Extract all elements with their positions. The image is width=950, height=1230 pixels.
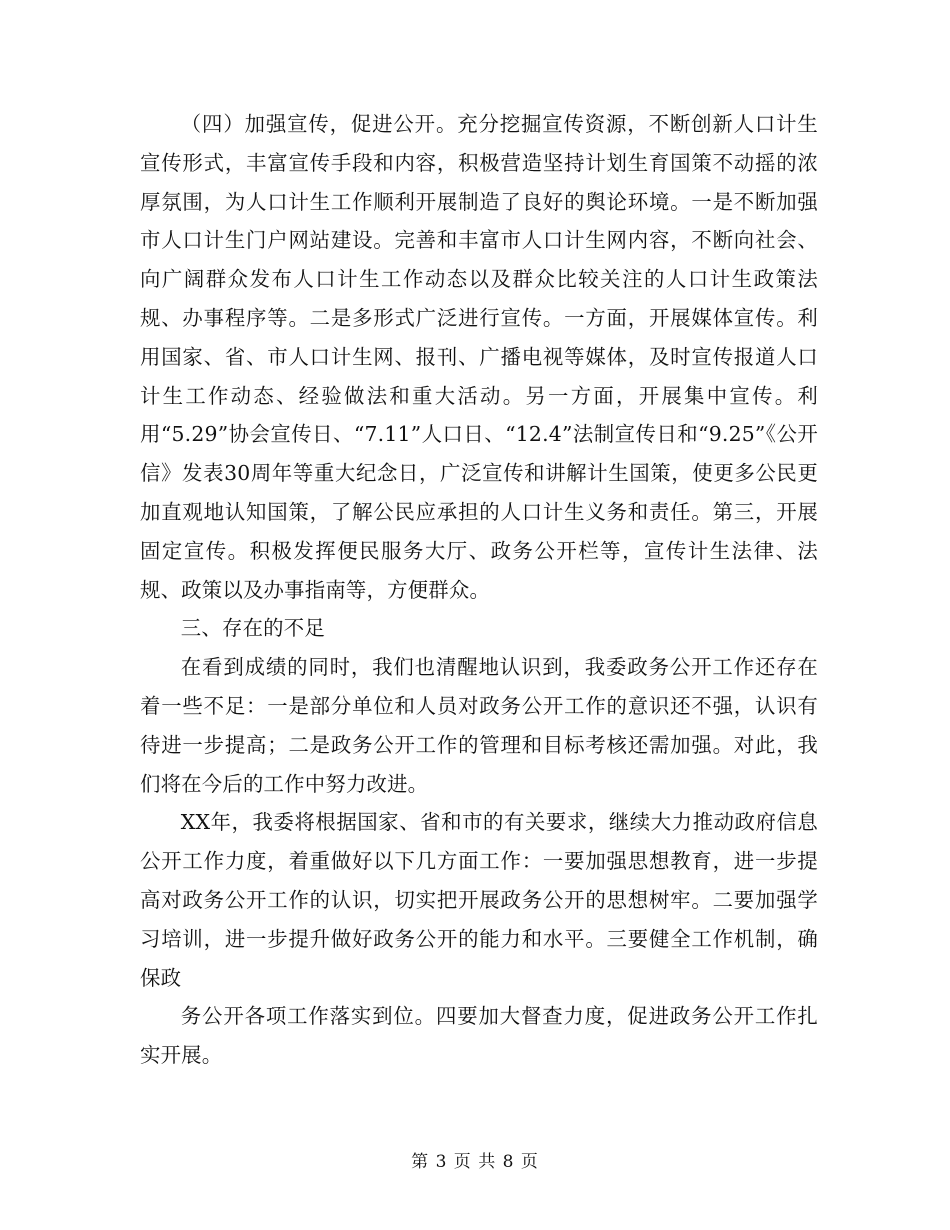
paragraph-plan-continued: 务公开各项工作落实到位。四要加大督查力度，促进政务公开工作扎实开展。	[140, 1004, 818, 1068]
page-number-footer: 第 3 页 共 8 页	[411, 1152, 539, 1172]
paragraph-next-year-plan: XX年，我委将根据国家、省和市的有关要求，继续大力推动政府信息公开工作力度，着重做好以下几方面工作：一要加强思想教育，进一步提高对政务公开工作的认识，切实把开展政务公开的思想树牢。二要加强学习培训，进一步提升做好政务公开的能力和水平。三要健全工作机制，确保政	[140, 810, 818, 990]
section-heading-shortcomings: 三、存在的不足	[180, 616, 325, 641]
paragraph-publicity: （四）加强宣传，促进公开。充分挖掘宣传资源，不断创新人口计生宣传形式，丰富宣传手段和内容，积极营造坚持计划生育国策不动摇的浓厚氛围，为人口计生工作顺利开展制造了良好的舆论环境。一是不断加强市人口计生门户网站建设。完善和丰富市人口计生网内容，不断向社会、向广阔群众发布人口计生工作动态以及群众比较关注的人口计生政策法规、办事程序等。二是多形式广泛进行宣传。一方面，开展媒体宣传。利用国家、省、市人口计生网、报刊、广播电视等媒体，及时宣传报道人口计生工作动态、经验做法和重大活动。另一方面，开展集中宣传。利用“5.29”协会宣传日、“7.11”人口日、“12.4”法制宣传日和“9.25”《公开信》发表30周年等重大纪念日，广泛宣传和讲解计生国策，使更多公民更加直观地认知国策，了解公民应承担的人口计生义务和责任。第三，开展固定宣传。积极发挥便民服务大厅、政务公开栏等，宣传计生法律、法规、政策以及办事指南等，方便群众。	[140, 112, 818, 602]
document-body	[140, 105, 818, 1075]
paragraph-shortcomings: 在看到成绩的同时，我们也清醒地认识到，我委政务公开工作还存在着一些不足：一是部分单位和人员对政务公开工作的意识还不强，认识有待进一步提高；二是政务公开工作的管理和目标考核还需加强。对此，我们将在今后的工作中努力改进。	[140, 655, 818, 796]
